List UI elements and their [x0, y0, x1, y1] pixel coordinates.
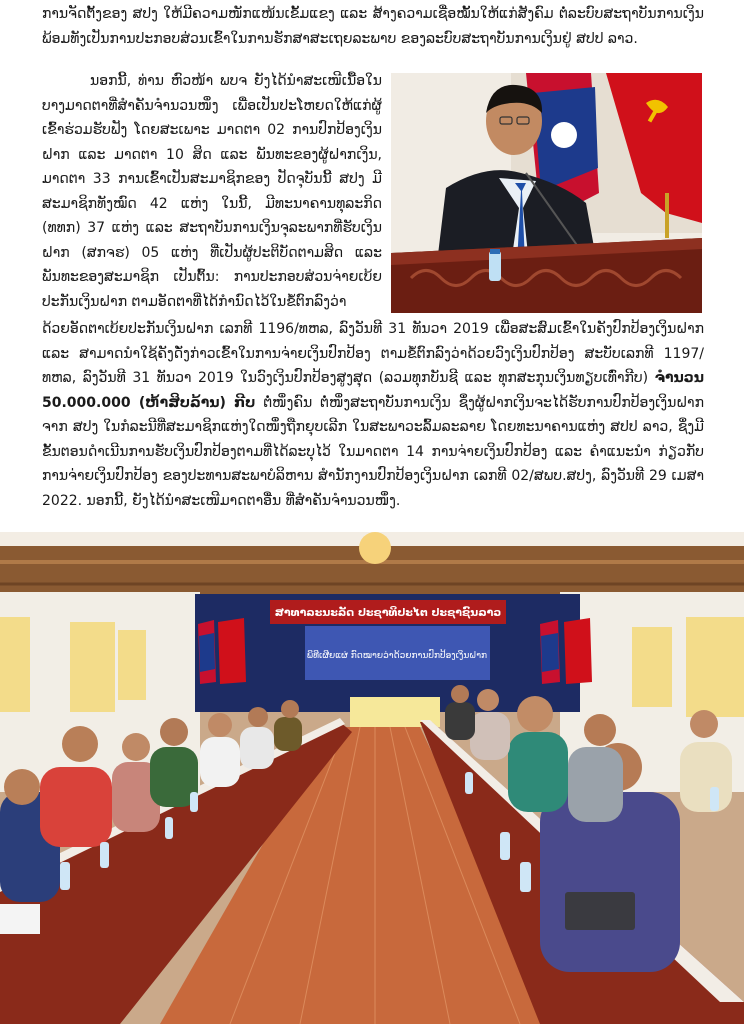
- meeting-photo: [0, 532, 744, 1024]
- speaker-photo: [391, 73, 702, 313]
- protection-amount: ຈຳນວນ 50.000.000 (ຫ້າສິບລ້ານ) ກີບ: [42, 370, 704, 411]
- paragraph-deposit-text-1: ດ້ວຍອັດຕາເບ້ຍປະກັນເງິນຝາກ ເລກທີ 1196/ທຫລ, ລົງວັນທີ 31 ທັນວາ 2019 ເພື່ອສະສົມເຂົ້າໃນຄັງປົກປ້ອງເງິນຝາກ ແລະ ສາມາດນຳໃຊ້ຄັງດັ່ງກ່າວເຂົ້າໃນການຈ່າຍເງິນປົກປ້ອງ ຕາມຂໍ້ຕົກລົງວ່າດ້ວຍວົງເງິນປົກປ້ອງ ສະບັບເລກທີ 1197/ທຫລ, ລົງວັນທີ 31 ທັນວາ 2019 ໃນວົງເງິນປົກປ້ອງສູງສຸດ (ລວມທຸກບັນຊີ ແລະ ທຸກສະກຸນເງິນທຽບເທົ່າກີບ): [42, 321, 704, 386]
- banner-text: ສາທາລະນະລັດ ປະຊາທິປະໄຕ ປະຊາຊົນລາວ: [274, 606, 502, 619]
- chandelier: [359, 532, 391, 564]
- paragraph-articles-text: ນອກນີ້, ທ່ານ ຫົວໜ້າ ພບຈ ຍັງໄດ້ນຳສະເໜີເນື້ອໃນບາງມາດຕາທີ່ສຳຄັນຈຳນວນໜຶ່ງ ເພື່ອເປັນປະໂຫຍດໃຫ້ແກ່ຜູ້ເຂົ້າຮ່ວມຮັບຟັງ ໂດຍສະເພາະ ມາດຕາ 02 ການປົກປ້ອງເງິນຝາກ ແລະ ມາດຕາ 10 ສິດ ແລະ ພັນທະຂອງຜູ້ຝາກເງິນ, ມາດຕາ 33 ການເຂົ້າເປັນສະມາຊິກຂອງ ປັດຈຸບັນນີ້ ສປງ ມີສະມາຊິກທັງໝົດ 42 ແຫ່ງ ໃນນີ້, ມີທະນາຄານທຸລະກິດ (ທທກ) 37 ແຫ່ງ ແລະ ສະຖາບັນການເງິນຈຸລະພາກທີ່ຮັບເງິນຝາກ (ສກຈຮ) 05 ແຫ່ງ ທີ່ເປັນຜູ້ປະຕິບັດຕາມສິດ ແລະ ພັນທະຂອງສະມາຊິກ ເປັນຕົ້ນ: ການປະກອບສ່ວນຈ່າຍເບ້ຍປະກັນເງິນຝາກ ຕາມອັດຕາທີ່ໄດ້ກຳນົດໄວ້ໃນຂໍ້ຕົກລົງວ່າ: [42, 73, 382, 310]
- paragraph-deposit-text-2: ຕໍ່ໜຶ່ງຄົນ ຕໍ່ໜຶ່ງສະຖາບັນການເງິນ ຊຶ່ງຜູ້ຝາກເງິນຈະໄດ້ຮັບການປົກປ້ອງເງິນຝາກຈາກ ສປງ ໃນກໍລະນີທີ່ສະມາຊິກແຫ່ງໃດໜຶ່ງຖືກຍຸບເລີກ ໃນສະພາວະລົ້ມລະລາຍ ໂດຍທະນາຄານແຫ່ງ ສປປ ລາວ, ຊຶ່ງມີຂັ້ນຕອນດຳເນີນການຮັບເງິນປົກປ້ອງຕາມທີ່ໄດ້ລະບຸໄວ້ ໃນມາດຕາ 14 ການຈ່າຍເງິນປົກປ້ອງ ແລະ ຄຳແນະນຳ ກ່ຽວກັບການຈ່າຍເງິນປົກປ້ອງ ຂອງປະທານສະພາບໍລິຫານ ສຳນັກງານປົກປ້ອງເງິນຝາກ ເລກທີ 02/ສພບ.ສປງ, ລົງວັນທີ 29 ເມສາ 2022. ນອກນີ້, ຍັງໄດ້ນຳສະເໜີມາດຕາອື່ນ ທີ່ສຳຄັນຈຳນວນໜຶ່ງ.: [42, 394, 704, 509]
- stage-flags-right: [540, 618, 592, 684]
- paragraph-intro-text: ການຈັດຕັ້ງຂອງ ສປງ ໃຫ້ມີຄວາມໜັກແໜ້ນເຂັ້ມແຂງ ແລະ ສ້າງຄວາມເຊື່ອໝັ້ນໃຫ້ແກ່ສັງຄົມ ຕໍ່ລະບົບສະຖາບັນການເງິນ ພ້ອມທັງເປັນການປະກອບສ່ວນເຂົ້າໃນການຮັກສາສະເຖຍລະພາບ ຂອງລະບົບສະຖາບັນການເງິນຢູ່ ສປປ ລາວ.: [42, 6, 704, 47]
- screen-text: ພິທີເຜີຍແຜ່ ກົດໝາຍວ່າດ້ວຍການປົກປ້ອງເງິນຝາກ: [306, 651, 488, 661]
- folder: [565, 892, 635, 930]
- speaker-illustration: [391, 73, 702, 313]
- paragraph-articles: [42, 69, 382, 314]
- paragraph-intro: [42, 2, 704, 51]
- paragraph-deposit-protection: [42, 317, 704, 513]
- meeting-illustration: [0, 532, 744, 1024]
- stage-flags-left: [198, 618, 246, 684]
